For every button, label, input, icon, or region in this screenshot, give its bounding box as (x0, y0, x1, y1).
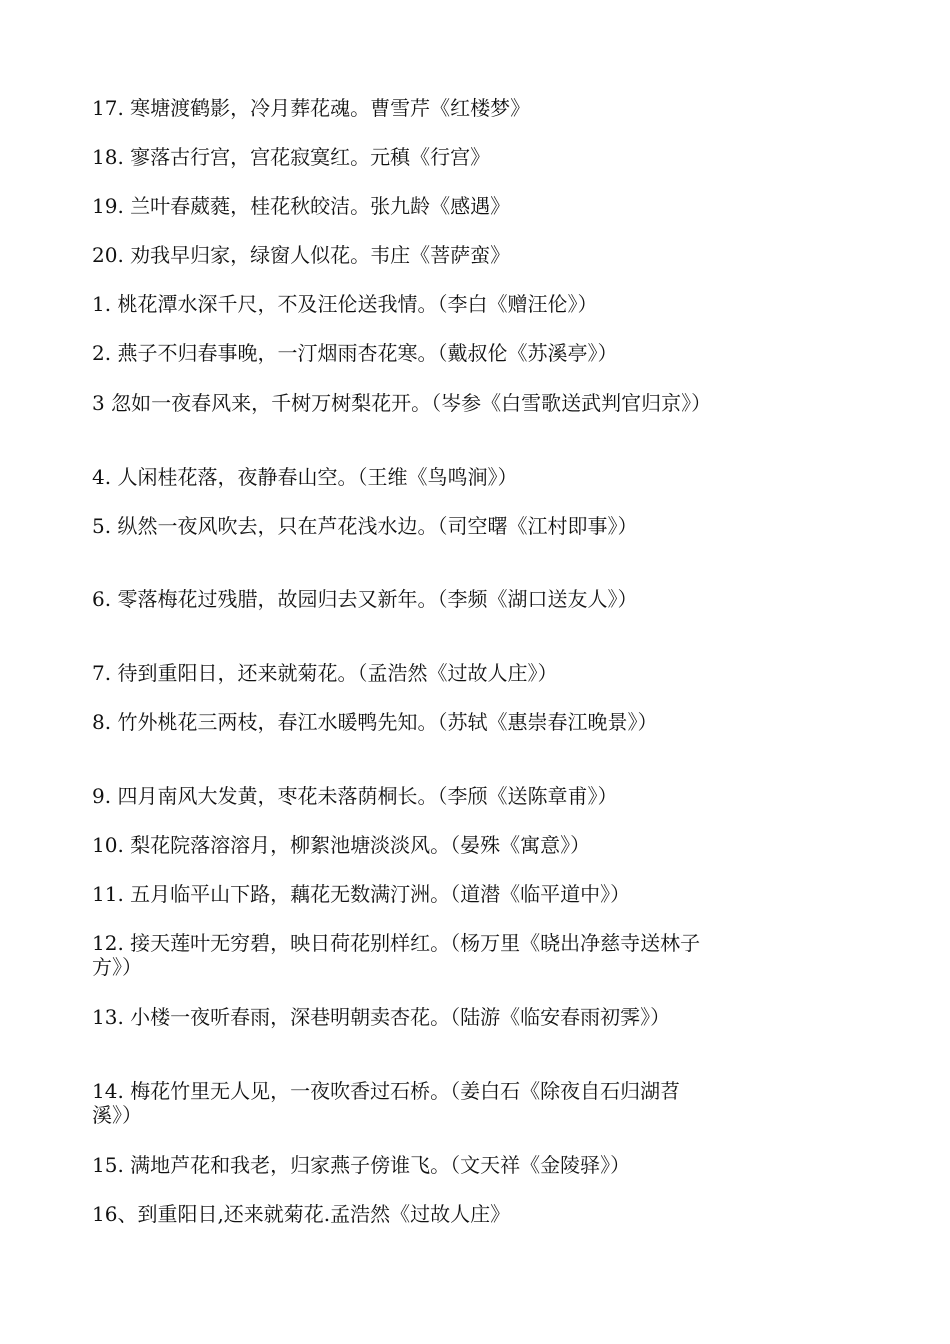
poem-line: 18. 寥落古行宫，宫花寂寞红。元稹《行宫》 (92, 145, 491, 169)
poem-line: 4. 人闲桂花落，夜静春山空。（王维《鸟鸣涧》） (92, 465, 518, 489)
poem-line: 19. 兰叶春葳蕤，桂花秋皎洁。张九龄《感遇》 (92, 194, 511, 218)
poem-line: 17. 寒塘渡鹤影，冷月葬花魂。曹雪芹《红楼梦》 (92, 96, 531, 120)
poem-line: 5. 纵然一夜风吹去，只在芦花浅水边。（司空曙《江村即事》） (92, 514, 638, 538)
poem-line: 14. 梅花竹里无人见，一夜吹香过石桥。（姜白石《除夜自石归湖苕溪》） (92, 1079, 681, 1127)
poem-line: 9. 四月南风大发黄，枣花未落荫桐长。（李颀《送陈章甫》） (92, 784, 618, 808)
poem-line: 20. 劝我早归家，绿窗人似花。韦庄《菩萨蛮》 (92, 243, 511, 267)
poem-line: 8. 竹外桃花三两枝，春江水暖鸭先知。（苏轼《惠崇春江晚景》） (92, 710, 658, 734)
poem-line: 7. 待到重阳日，还来就菊花。（孟浩然《过故人庄》） (92, 661, 558, 685)
poem-line: 6. 零落梅花过残腊，故园归去又新年。（李频《湖口送友人》） (92, 587, 638, 611)
poem-line: 10. 梨花院落溶溶月，柳絮池塘淡淡风。（晏殊《寓意》） (92, 833, 591, 857)
poem-line: 12. 接天莲叶无穷碧，映日荷花别样红。（杨万里《晓出净慈寺送林子方》） (92, 931, 701, 979)
poem-line: 13. 小楼一夜听春雨，深巷明朝卖杏花。（陆游《临安春雨初霁》） (92, 1005, 671, 1029)
poem-line: 15. 满地芦花和我老，归家燕子傍谁飞。（文天祥《金陵驿》） (92, 1153, 631, 1177)
poem-line: 3 忽如一夜春风来，千树万树梨花开。（岑参《白雪歌送武判官归京》） (92, 391, 712, 415)
poem-line: 11. 五月临平山下路，藕花无数满汀洲。（道潜《临平道中》） (92, 882, 631, 906)
poem-line: 1. 桃花潭水深千尺，不及汪伦送我情。（李白《赠汪伦》） (92, 292, 598, 316)
poem-line: 2. 燕子不归春事晚，一汀烟雨杏花寒。（戴叔伦《苏溪亭》） (92, 341, 618, 365)
poem-line: 16、到重阳日,还来就菊花.孟浩然《过故人庄》 (92, 1202, 511, 1226)
